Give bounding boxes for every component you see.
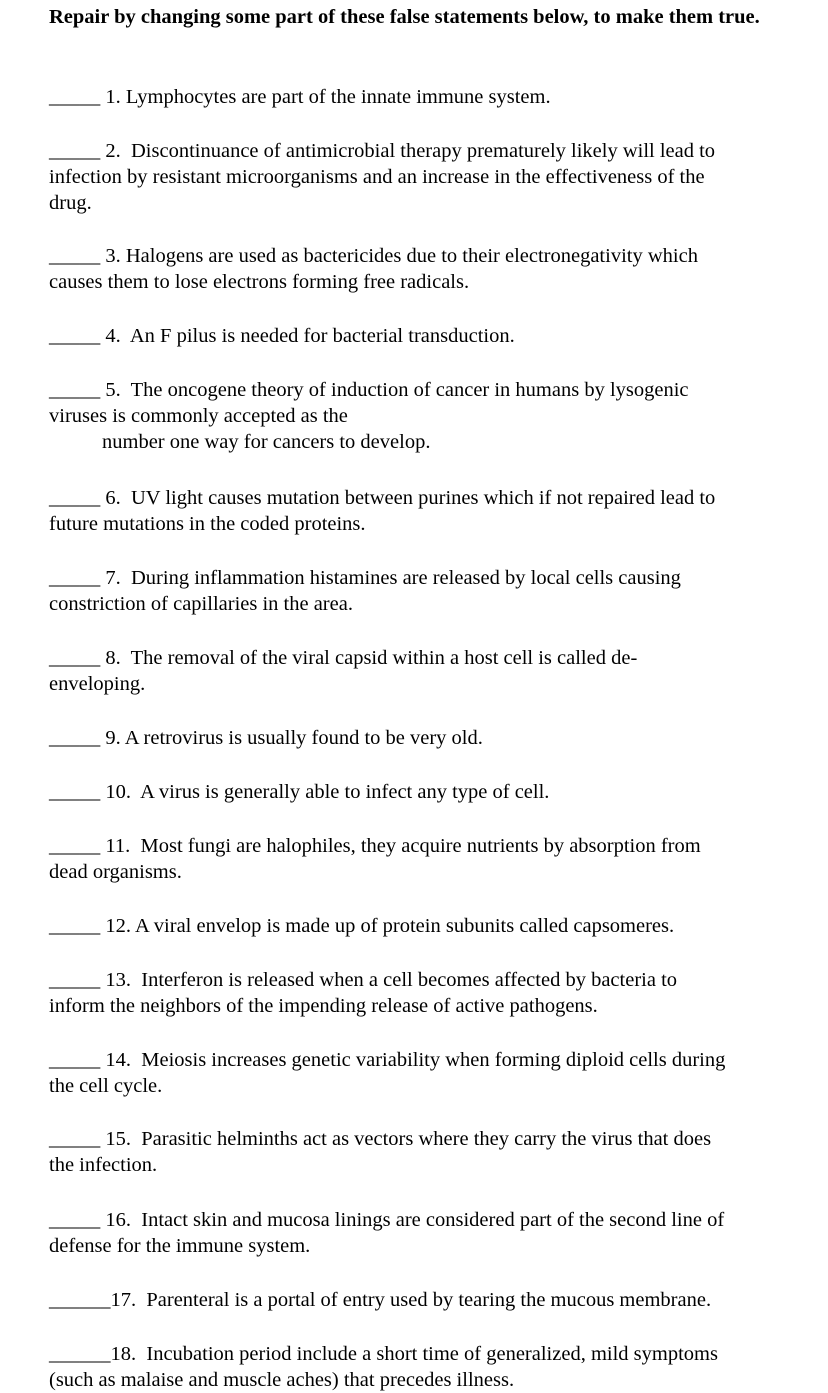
question-7 [49,565,794,617]
answer-blank[interactable]: _____ [49,140,101,162]
question-number: 9. [105,727,121,749]
answer-blank[interactable]: _____ [49,379,101,401]
answer-blank[interactable]: _____ [49,647,101,669]
question-17 [49,1287,794,1313]
answer-blank[interactable]: _____ [49,1209,101,1231]
answer-blank[interactable]: _____ [49,1049,101,1071]
question-text: infection by resistant microorganisms and an increase in the effectiveness of the [49,166,705,188]
question-text: the cell cycle. [49,1075,163,1097]
question-number: 8. [105,647,121,669]
answer-blank[interactable]: _____ [49,325,101,347]
question-text: A retrovirus is usually found to be very old. [124,727,483,749]
question-text: During inflammation histamines are released by local cells causing [131,567,681,589]
question-text: Interferon is released when a cell becomes affected by bacteria to [141,969,678,991]
question-text: Parasitic helminths act as vectors where they carry the virus that does [141,1128,712,1150]
question-number: 17. [110,1289,137,1311]
question-text: inform the neighbors of the impending release of active pathogens. [49,995,598,1017]
answer-blank[interactable]: _____ [49,835,101,857]
question-text: (such as malaise and muscle aches) that precedes illness. [49,1369,515,1391]
question-text: viruses is commonly accepted as the [49,405,348,427]
question-text: A viral envelop is made up of protein subunits called capsomeres. [135,915,675,937]
question-13 [49,967,794,1019]
question-number: 5. [105,379,121,401]
question-number: 6. [105,487,121,509]
question-text: Incubation period include a short time of generalized, mild symptoms [146,1343,718,1365]
question-number: 1. [105,86,121,108]
question-10 [49,779,794,805]
question-number: 16. [105,1209,131,1231]
question-text: future mutations in the coded proteins. [49,513,366,535]
answer-blank[interactable]: _____ [49,86,101,108]
question-8 [49,645,794,697]
question-number: 18. [110,1343,137,1365]
question-text: UV light causes mutation between purines which if not repaired lead to [131,487,716,509]
question-text: Meiosis increases genetic variability when forming diploid cells during [141,1049,726,1071]
question-9 [49,725,794,751]
question-text: An F pilus is needed for bacterial transduction. [129,325,515,347]
question-14 [49,1047,794,1099]
question-15 [49,1126,794,1178]
question-text: A virus is generally able to infect any type of cell. [140,781,550,803]
question-number: 7. [105,567,121,589]
question-18 [49,1341,794,1393]
question-6 [49,485,794,537]
answer-blank[interactable]: _____ [49,781,101,803]
question-text: The removal of the viral capsid within a host cell is called de- [130,647,638,669]
question-text: Lymphocytes are part of the innate immune system. [125,86,551,108]
answer-blank[interactable]: _____ [49,969,101,991]
question-number: 14. [105,1049,131,1071]
question-text: the infection. [49,1154,158,1176]
question-text: The oncogene theory of induction of cancer in humans by lysogenic [130,379,689,401]
question-text: enveloping. [49,673,146,695]
answer-blank[interactable]: _____ [49,727,101,749]
answer-blank[interactable]: ______ [49,1343,111,1365]
question-1 [49,84,794,110]
question-number: 4. [105,325,121,347]
answer-blank[interactable]: ______ [49,1289,111,1311]
question-number: 13. [105,969,131,991]
question-text: defense for the immune system. [49,1235,311,1257]
question-number: 3. [105,245,121,267]
question-number: 10. [105,781,131,803]
question-11 [49,833,794,885]
question-16 [49,1207,794,1259]
question-number: 11. [105,835,131,857]
instructions-heading: Repair by changing some part of these false statements below, to make them true. [49,6,760,28]
question-4 [49,323,794,349]
question-text: Parenteral is a portal of entry used by tearing the mucous membrane. [146,1289,712,1311]
question-number: 15. [105,1128,131,1150]
answer-blank[interactable]: _____ [49,245,101,267]
question-text: dead organisms. [49,861,182,883]
question-text: Intact skin and mucosa linings are considered part of the second line of [141,1209,725,1231]
answer-blank[interactable]: _____ [49,487,101,509]
question-3 [49,243,794,295]
question-number: 2. [105,140,121,162]
question-12 [49,913,794,939]
answer-blank[interactable]: _____ [49,915,101,937]
question-text: causes them to lose electrons forming free radicals. [49,271,470,293]
question-text: Discontinuance of antimicrobial therapy prematurely likely will lead to [131,140,716,162]
question-2 [49,138,794,216]
question-text: Most fungi are halophiles, they acquire nutrients by absorption from [140,835,701,857]
answer-blank[interactable]: _____ [49,567,101,589]
question-text: constriction of capillaries in the area. [49,593,353,615]
question-text: Halogens are used as bactericides due to their electronegativity which [125,245,698,267]
question-number: 12. [105,915,131,937]
question-text: number one way for cancers to develop. [102,431,431,453]
answer-blank[interactable]: _____ [49,1128,101,1150]
question-5 [49,377,794,455]
question-text: drug. [49,192,92,214]
